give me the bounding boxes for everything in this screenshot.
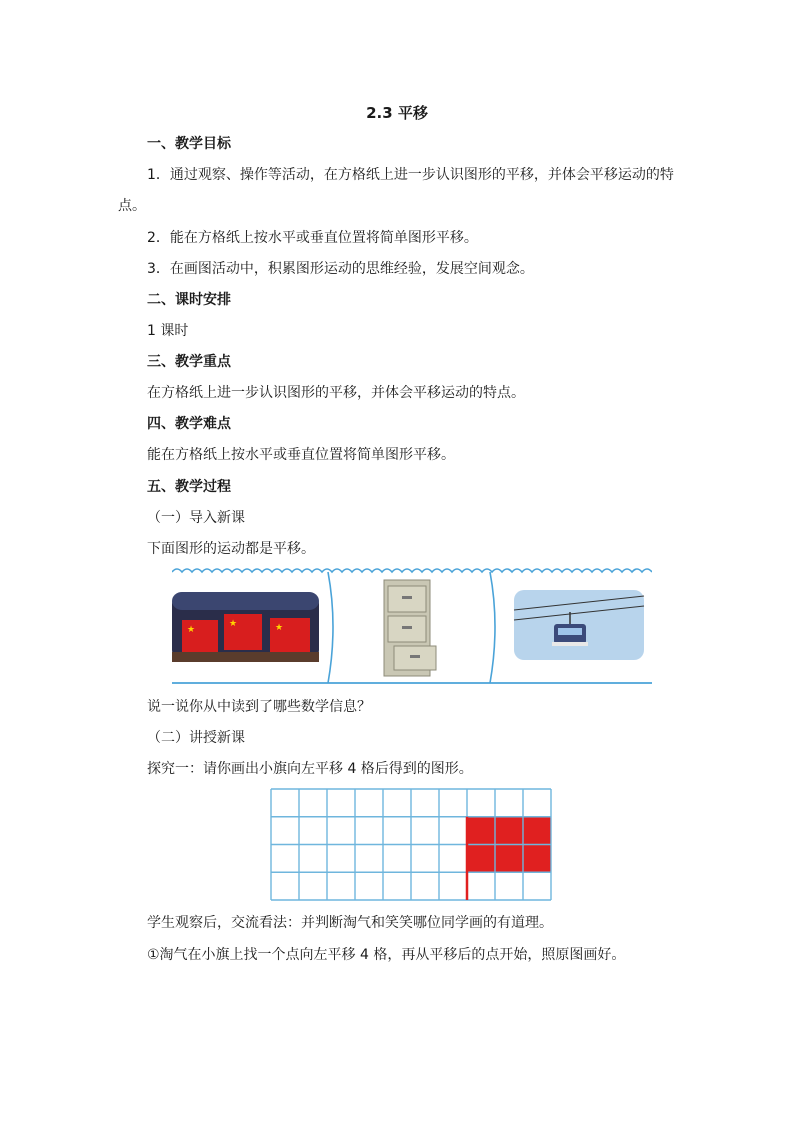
heading-objectives: 一、教学目标: [147, 136, 231, 152]
observe-text: 学生观察后，交流看法：并判断淘气和笑笑哪位同学画的有道理。: [147, 915, 553, 931]
explore-1-text: 探究一：请你画出小旗向左平移 4 格后得到的图形。: [147, 761, 473, 777]
heading-schedule: 二、课时安排: [147, 292, 231, 308]
objective-1: 1．通过观察、操作等活动，在方格纸上进一步认识图形的平移，并体会平移运动的特: [147, 167, 674, 183]
heading-key-points: 三、教学重点: [147, 354, 231, 370]
square-grid-with-flag: [270, 788, 552, 901]
subheading-intro: （一）导入新课: [147, 510, 245, 526]
objective-1-cont: 点。: [118, 198, 146, 214]
svg-text:★: ★: [187, 625, 196, 635]
translation-examples-strip: [172, 566, 652, 686]
svg-text:★: ★: [229, 619, 238, 629]
filing-cabinet-image: [384, 580, 436, 676]
svg-text:★: ★: [275, 623, 284, 633]
page-title: 2.3 平移: [366, 104, 428, 122]
heading-difficulties: 四、教学难点: [147, 416, 231, 432]
objective-2: 2．能在方格纸上按水平或垂直位置将简单图形平移。: [147, 230, 478, 246]
heading-process: 五、教学过程: [147, 479, 231, 495]
objective-3: 3．在画图活动中，积累图形运动的思维经验，发展空间观念。: [147, 261, 534, 277]
flags-photo: [172, 592, 319, 662]
intro-text: 下面图形的运动都是平移。: [147, 541, 315, 557]
question-text: 说一说你从中读到了哪些数学信息？: [147, 699, 371, 715]
key-points-text: 在方格纸上进一步认识图形的平移，并体会平移运动的特点。: [147, 385, 525, 401]
cable-car-image: [514, 590, 644, 660]
method-1-text: ①淘气在小旗上找一个点向左平移 4 格，再从平移后的点开始，照原图画好。: [147, 947, 626, 963]
subheading-new-lesson: （二）讲授新课: [147, 730, 245, 746]
schedule-text: 1 课时: [147, 323, 189, 339]
difficulties-text: 能在方格纸上按水平或垂直位置将简单图形平移。: [147, 447, 455, 463]
